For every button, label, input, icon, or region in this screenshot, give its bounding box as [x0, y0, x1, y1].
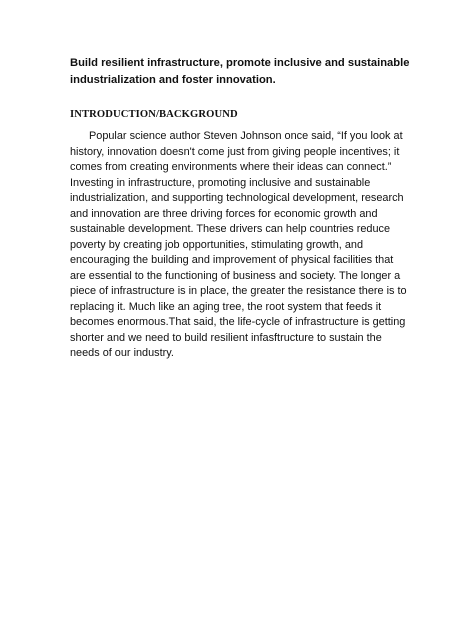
- section-heading: INTRODUCTION/BACKGROUND: [70, 109, 238, 120]
- document-title: Build resilient infrastructure, promote inclusive and sustainable industrialization and foster innovation.: [70, 57, 410, 86]
- body-paragraph: Popular science author Steven Johnson once said, “If you look at history, innovation doesn't come just from giving people incentives; it comes from creating environments where their ideas can connect.” Investing in infrastructure, promoting inclusive and sustainable industrialization, and supporting technological development, research and innovation are three driving forces for economic growth and sustainable development. These drivers can help countries reduce poverty by creating job opportunities, stimulating growth, and encouraging the building and improvement of physical facilities that are essential to the functioning of business and society. The longer a piece of infrastructure is in place, the greater the resistance there is to replacing it. Much like an aging tree, the root system that feeds it becomes enormous.That said, the life-cycle of infrastructure is getting shorter and we need to build resilient infasftructure to sustain the needs of our industry.: [70, 130, 407, 359]
